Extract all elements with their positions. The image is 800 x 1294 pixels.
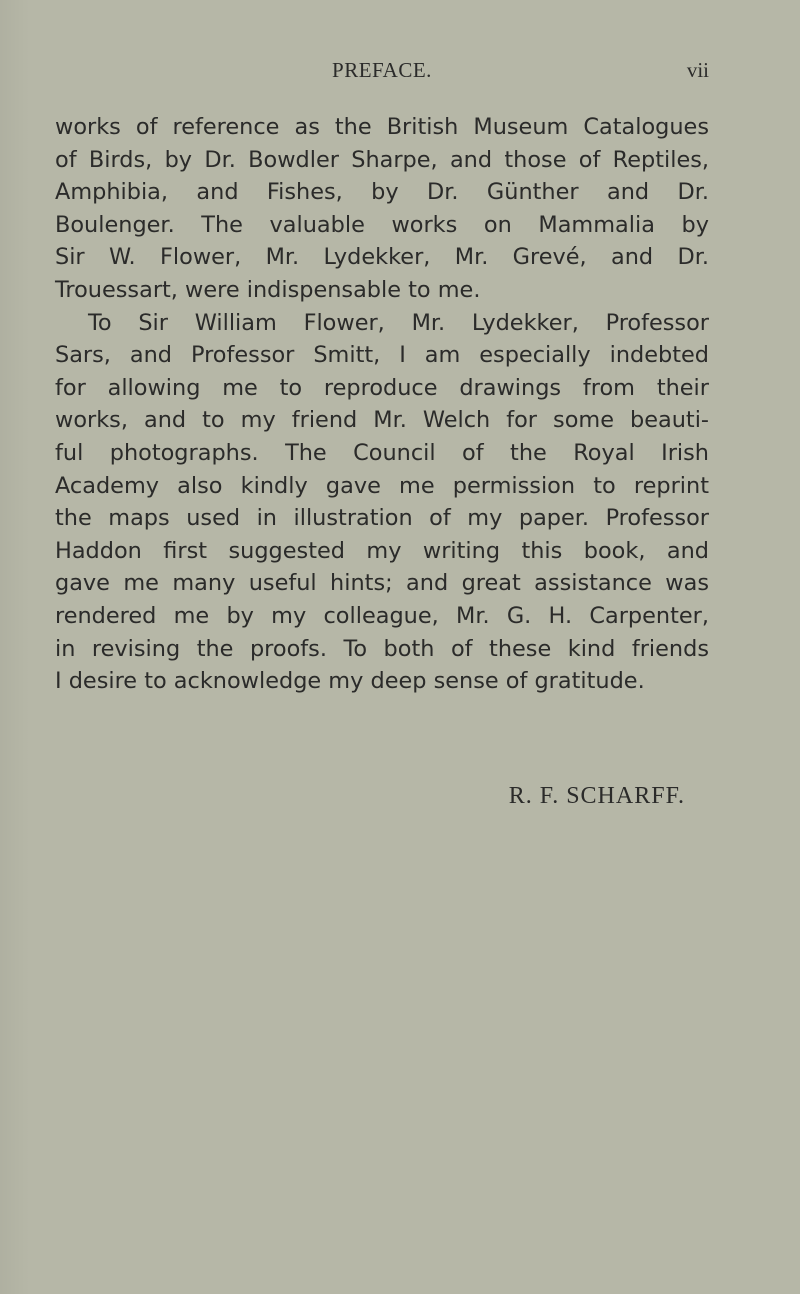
preface-text xyxy=(55,111,709,698)
author-signature: R. F. SCHARFF. xyxy=(508,783,685,809)
text-line: in revising the proofs. To both of these kind friends xyxy=(55,635,709,662)
text-line: Sir W. Flower, Mr. Lydekker, Mr. Grevé, and Dr. xyxy=(55,244,709,271)
text-line: Amphibia, and Fishes, by Dr. Günther and Dr. xyxy=(55,179,709,206)
text-line: gave me many useful hints; and great assistance was xyxy=(55,570,709,597)
header-title: PREFACE. xyxy=(332,58,432,82)
text-line: Trouessart, were indispensable to me. xyxy=(55,276,481,303)
text-line: Boulenger. The valuable works on Mammalia by xyxy=(55,211,709,238)
text-line: rendered me by my colleague, Mr. G. H. Carpenter, xyxy=(55,602,709,629)
text-line: Sars, and Professor Smitt, I am especially indebted xyxy=(55,342,709,369)
text-line: I desire to acknowledge my deep sense of gratitude. xyxy=(55,668,645,695)
text-line: the maps used in illustration of my paper. Professor xyxy=(55,505,709,532)
text-line: To Sir William Flower, Mr. Lydekker, Professor xyxy=(88,309,709,336)
running-head xyxy=(55,58,709,92)
text-line: works of reference as the British Museum Catalogues xyxy=(55,114,709,140)
page-number: vii xyxy=(686,58,709,82)
text-line: works, and to my friend Mr. Welch for some beauti- xyxy=(55,407,709,434)
text-line: of Birds, by Dr. Bowdler Sharpe, and those of Reptiles, xyxy=(55,146,709,173)
text-line: for allowing me to reproduce drawings from their xyxy=(55,374,709,401)
text-line: Academy also kindly gave me permission to reprint xyxy=(55,472,709,499)
text-line: Haddon first suggested my writing this book, and xyxy=(55,537,709,564)
text-line: ful photographs. The Council of the Royal Irish xyxy=(55,439,709,466)
